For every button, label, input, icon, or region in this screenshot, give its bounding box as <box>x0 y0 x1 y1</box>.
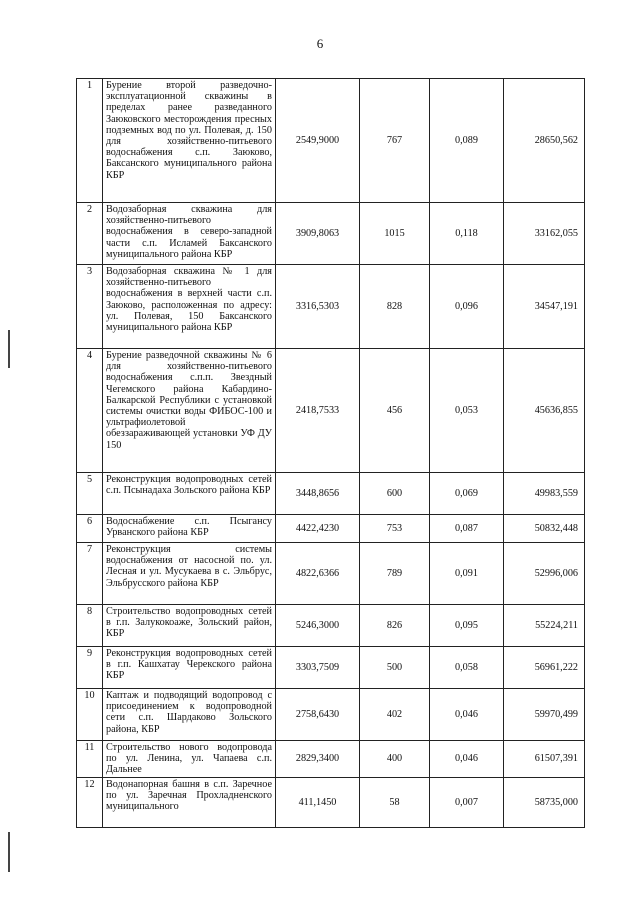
row-cost: 2418,7533 <box>276 349 360 473</box>
binding-mark <box>8 832 10 872</box>
row-total: 28650,562 <box>504 79 585 203</box>
row-specific-value: 0,046 <box>430 741 504 778</box>
table-row <box>77 741 585 778</box>
row-capacity: 1015 <box>360 203 430 265</box>
row-number: 5 <box>77 473 103 515</box>
row-description: Водонапорная башня в с.п. Заречное по ул. Заречная Прохладненского муниципального <box>103 777 276 827</box>
row-description: Бурение разведочной скважины № 6 для хозяйственно-питьевого водоснабжения с.п.п. Звездный Чегемского района Кабардино-Балкарской Республики с установкой системы очистки воды ФИБОС-100 и ультрафиолетовой обеззараживающей установки УФ ДУ 150 <box>103 349 276 473</box>
row-total: 45636,855 <box>504 349 585 473</box>
row-description: Строительство нового водопровода по ул. Ленина, ул. Чапаева с.п. Дальнее <box>103 741 276 778</box>
table-row <box>77 647 585 689</box>
row-capacity: 753 <box>360 515 430 543</box>
row-number: 1 <box>77 79 103 203</box>
row-cost: 3909,8063 <box>276 203 360 265</box>
row-capacity: 828 <box>360 265 430 349</box>
row-capacity: 826 <box>360 605 430 647</box>
row-total: 55224,211 <box>504 605 585 647</box>
row-number: 9 <box>77 647 103 689</box>
row-cost: 3303,7509 <box>276 647 360 689</box>
table-row <box>77 79 585 203</box>
row-number: 10 <box>77 689 103 741</box>
row-number: 12 <box>77 777 103 827</box>
row-specific-value: 0,118 <box>430 203 504 265</box>
row-cost: 411,1450 <box>276 777 360 827</box>
row-number: 3 <box>77 265 103 349</box>
row-capacity: 58 <box>360 777 430 827</box>
row-cost: 2829,3400 <box>276 741 360 778</box>
row-description: Бурение второй разведочно-эксплуатационной скважины в пределах ранее разведанного Заюковского месторождения пресных подземных вод по ул. Полевая, д. 150 для хозяйственно-питьевого водоснабжения с.п. Заюково, Баксанского муниципального района КБР <box>103 79 276 203</box>
row-cost: 3448,8656 <box>276 473 360 515</box>
row-description: Строительство водопроводных сетей в г.п. Залукокоаже, Зольский район, КБР <box>103 605 276 647</box>
row-cost: 2758,6430 <box>276 689 360 741</box>
table-row <box>77 203 585 265</box>
row-description: Реконструкция системы водоснабжения от насосной по. ул. Лесная и ул. Мусукаева в с. Эльбрус, Эльбрусского района КБР <box>103 543 276 605</box>
row-number: 6 <box>77 515 103 543</box>
row-number: 2 <box>77 203 103 265</box>
row-specific-value: 0,058 <box>430 647 504 689</box>
row-description: Водозаборная скважина № 1 для хозяйственно-питьевого водоснабжения в верхней части с.п. Заюково, расположенная по адресу: ул. Полевая, 150 Баксанского муниципального района КБР <box>103 265 276 349</box>
row-cost: 5246,3000 <box>276 605 360 647</box>
row-description: Каптаж и подводящий водопровод с присоединением к водопроводной сети с.п. Шардаково Зольского района, КБР <box>103 689 276 741</box>
row-number: 4 <box>77 349 103 473</box>
row-capacity: 402 <box>360 689 430 741</box>
row-number: 8 <box>77 605 103 647</box>
row-total: 58735,000 <box>504 777 585 827</box>
row-description: Водоснабжение с.п. Псыгансу Урванского района КБР <box>103 515 276 543</box>
row-specific-value: 0,089 <box>430 79 504 203</box>
row-specific-value: 0,007 <box>430 777 504 827</box>
row-cost: 4822,6366 <box>276 543 360 605</box>
table-row <box>77 605 585 647</box>
row-description: Водозаборная скважина для хозяйственно-питьевого водоснабжения в северо-западной части с.п. Исламей Баксанского муниципального района КБР <box>103 203 276 265</box>
page-number: 6 <box>316 36 324 51</box>
row-specific-value: 0,069 <box>430 473 504 515</box>
row-number: 11 <box>77 741 103 778</box>
table-row <box>77 543 585 605</box>
row-capacity: 600 <box>360 473 430 515</box>
row-total: 61507,391 <box>504 741 585 778</box>
table-row <box>77 777 585 827</box>
row-specific-value: 0,096 <box>430 265 504 349</box>
row-specific-value: 0,087 <box>430 515 504 543</box>
table-row <box>77 265 585 349</box>
table-row <box>77 689 585 741</box>
row-cost: 4422,4230 <box>276 515 360 543</box>
projects-table <box>76 78 585 828</box>
row-capacity: 767 <box>360 79 430 203</box>
row-specific-value: 0,091 <box>430 543 504 605</box>
row-total: 56961,222 <box>504 647 585 689</box>
row-capacity: 789 <box>360 543 430 605</box>
row-cost: 2549,9000 <box>276 79 360 203</box>
row-total: 34547,191 <box>504 265 585 349</box>
row-description: Реконструкция водопроводных сетей в г.п. Кашхатау Черекского района КБР <box>103 647 276 689</box>
table-row <box>77 515 585 543</box>
row-cost: 3316,5303 <box>276 265 360 349</box>
row-number: 7 <box>77 543 103 605</box>
row-total: 50832,448 <box>504 515 585 543</box>
row-total: 33162,055 <box>504 203 585 265</box>
row-total: 59970,499 <box>504 689 585 741</box>
row-total: 49983,559 <box>504 473 585 515</box>
table-row <box>77 473 585 515</box>
row-total: 52996,006 <box>504 543 585 605</box>
row-specific-value: 0,046 <box>430 689 504 741</box>
row-capacity: 500 <box>360 647 430 689</box>
table-row <box>77 349 585 473</box>
row-description: Реконструкция водопроводных сетей с.п. Псынадаха Зольского района КБР <box>103 473 276 515</box>
row-capacity: 456 <box>360 349 430 473</box>
binding-mark <box>8 330 10 368</box>
row-capacity: 400 <box>360 741 430 778</box>
row-specific-value: 0,095 <box>430 605 504 647</box>
row-specific-value: 0,053 <box>430 349 504 473</box>
